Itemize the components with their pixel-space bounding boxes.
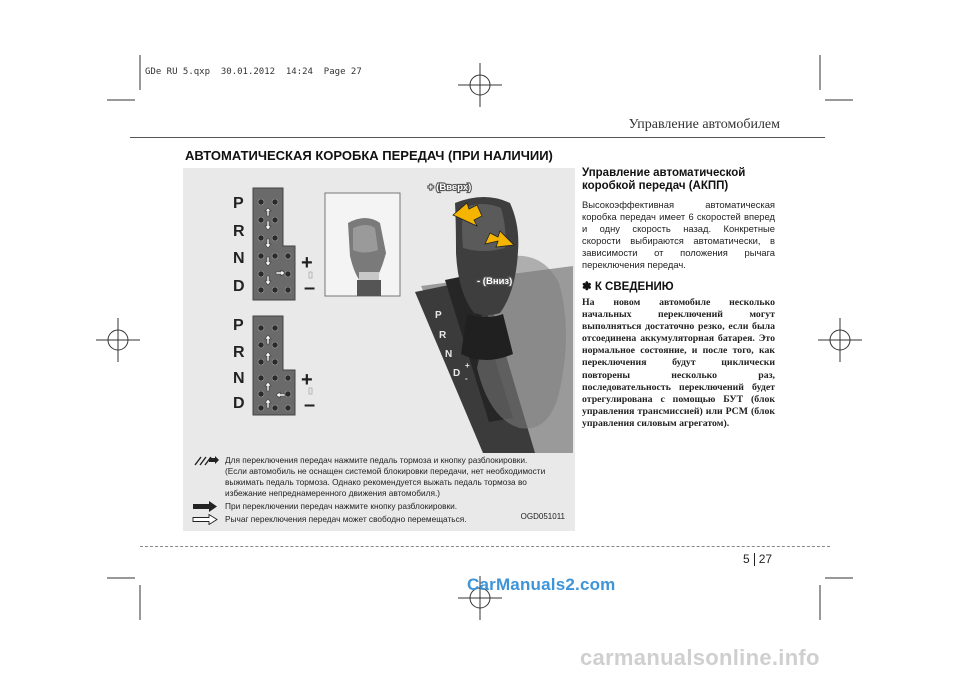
legend-item [191,514,566,525]
gate-letter-r: R [233,223,245,240]
lever-letter-p: P [435,310,442,321]
body-paragraph: Высокоэффективная автоматическая коробка передач имеет 6 скоростей вперед и одну скорость назад. Конкретные скорости выбираются автоматически, в зависимости от положения рычага переключения передач. [582,199,775,270]
page-number [743,552,772,566]
gate-letter-n: N [233,250,245,267]
footer-rule [140,546,830,547]
shift-lock-brake-icon [191,455,219,466]
legend-text-line: Для переключения передач нажмите педаль тормоза и кнопку разблокировки. [225,455,528,465]
legend-text-line: При переключении передач нажмите кнопку разблокировки. [225,501,458,511]
legend-text-line: Рычаг переключения передач может свободно перемещаться. [225,514,467,524]
gate-letter-d: D [233,278,245,295]
watermark-carmanuals2[interactable]: CarManuals2.com [467,575,616,594]
legend-text-line: (Если автомобиль не оснащен системой блокировки передачи, нет необходимости [225,466,546,476]
subsection-heading: Управление автоматической коробкой передач (АКПП) [582,167,746,192]
gate-letter-r: R [233,344,245,361]
down-label: - (Вниз) [477,276,513,287]
plus-sign: + [301,369,313,391]
section-title: Управление автомобилем [628,117,780,132]
gate-letter-p: P [233,195,244,212]
shift-pattern-diagram [183,168,575,453]
gate-letter-d: D [233,395,245,412]
note-heading: ✽ К СВЕДЕНИЮ [582,281,674,293]
lever-letter-r: R [439,330,447,341]
minus-sign: – [304,277,316,299]
lever-letter-n: N [445,349,453,360]
gate-panel-bottom [253,316,295,415]
up-label: + (Вверх) [428,182,472,193]
right-column [582,167,775,430]
note-text: На новом автомобиле несколько начальных переключений могут выполняться достаточно резко, если была отсоединена аккумуляторная батарея. Это нормальное состояние, и после того, как переключения будут циклически повторены несколько раз, последовательность переключений будет отрегулирована с помощью БУТ (блок управления трансмиссией) или PCM (блок управления силовым агрегатом). [582,297,775,429]
minus-sign: – [304,394,316,416]
plus-sign: + [301,252,313,274]
figure-legend [191,455,566,527]
lever-letter-minus: - [465,374,468,383]
page-separator [754,553,755,566]
gate-letter-p: P [233,317,244,334]
page-heading: АВТОМАТИЧЕСКАЯ КОРОБКА ПЕРЕДАЧ (ПРИ НАЛИЧИИ) [185,148,553,163]
chapter-number: 5 [743,552,750,566]
figure-code: OGD051011 [520,512,565,521]
solid-arrow-icon [191,501,219,512]
gate-letter-n: N [233,370,245,387]
shift-lever-figure [183,168,575,531]
page-number-value: 27 [758,552,773,566]
legend-item [191,501,566,512]
legend-item [191,455,566,499]
legend-text-line: избежание непреднамеренного движения автомобиля.) [225,488,441,498]
watermark-carmanualsonline[interactable]: carmanualsonline.info [580,645,820,670]
lever-letter-d: D [453,368,461,379]
title-rule [130,137,825,138]
gate-panel-top [253,188,295,300]
shifter-inset-photo [325,193,400,296]
print-header: GDe RU 5.qxp 30.01.2012 14:24 Page 27 [145,67,362,77]
legend-text-line: выжимать педаль тормоза. Однако рекомендуется выжать педаль тормоза во [225,477,527,487]
lever-letter-plus: + [465,361,470,370]
outline-arrow-icon [191,514,219,525]
